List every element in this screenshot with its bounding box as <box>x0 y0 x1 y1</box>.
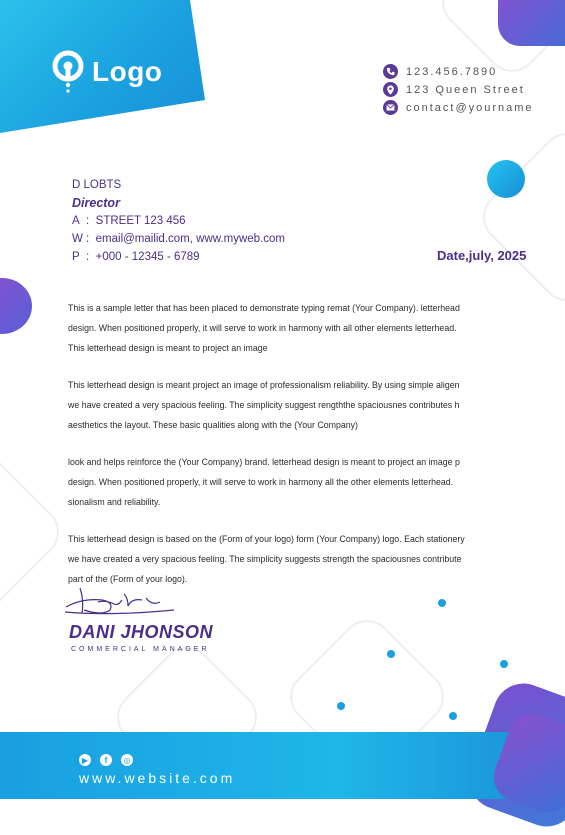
instagram-icon[interactable]: ◎ <box>121 754 133 766</box>
decor-dot <box>449 712 457 720</box>
decor-dot <box>337 702 345 710</box>
logo-text: Logo <box>92 56 163 87</box>
sender-block <box>72 176 285 266</box>
handwritten-signature <box>62 580 177 618</box>
body-line: design. When positioned properly, it will serve to work in harmony with all other elements letterhead. <box>68 323 457 333</box>
contact-phone-text: 123.456.7890 <box>406 65 498 78</box>
sender-web: email@mailid.com, www.myweb.com <box>95 233 285 245</box>
logo-pin-icon <box>50 50 86 94</box>
decor-outline-right <box>472 122 565 312</box>
sender-address-label: A <box>72 215 80 227</box>
letter-body <box>68 298 540 606</box>
youtube-icon[interactable]: ▶ <box>79 754 91 766</box>
contact-address-text: 123 Queen Street <box>406 83 525 96</box>
contact-email-text: contact@yourname <box>406 101 534 114</box>
sender-address-row: A : STREET 123 456 <box>72 215 186 227</box>
decor-dot <box>387 650 395 658</box>
sender-web-row: W : email@mailid.com, www.myweb.com <box>72 233 285 245</box>
body-paragraph-1 <box>68 298 540 358</box>
signature-title: COMMERCIAL MANAGER <box>71 646 210 653</box>
body-line: we have created a very spacious feeling. The simplicity suggest rengththe spaciousnes contributes h <box>68 400 460 410</box>
body-line: part of the (Form of your logo). <box>68 574 188 584</box>
contact-address <box>383 82 525 97</box>
sender-address: STREET 123 456 <box>95 215 186 227</box>
sender-phone-row: P : +000 - 12345 - 6789 <box>72 251 200 263</box>
body-line: This letterhead design is meant project an image of professionalism reliability. By using simple aligen <box>68 380 460 390</box>
body-line: design. When positioned properly, it will serve to work in harmony all the other elements letterhead. <box>68 477 454 487</box>
sender-name: D LOBTS <box>72 179 122 191</box>
contact-email <box>383 100 534 115</box>
body-line: This letterhead design is based on the (Form of your logo) form (Your Company) logo. Each stationery <box>68 534 465 544</box>
social-icons <box>79 754 133 766</box>
body-line: sionalism and reliability. <box>68 497 161 507</box>
facebook-icon[interactable]: f <box>100 754 112 766</box>
decor-circle-right <box>487 160 525 198</box>
logo <box>50 50 162 94</box>
mail-icon <box>383 100 398 115</box>
signature-name: DANI JHONSON <box>69 622 214 642</box>
sender-role: Director <box>72 196 120 210</box>
body-line: This letterhead design is meant to project an image <box>68 343 268 353</box>
sender-phone: +000 - 12345 - 6789 <box>95 251 200 263</box>
body-paragraph-2 <box>68 375 540 435</box>
decor-shape-top-right <box>498 0 565 46</box>
decor-dot <box>500 660 508 668</box>
contact-phone <box>383 64 497 79</box>
sender-phone-label: P <box>72 251 80 263</box>
body-line: This is a sample letter that has been placed to demonstrate typing remat (Your Company). letterhead <box>68 303 460 313</box>
letter-date: Date,july, 2025 <box>437 248 527 263</box>
location-pin-icon <box>383 82 398 97</box>
phone-icon <box>383 64 398 79</box>
footer-website[interactable]: www.website.com <box>79 770 236 786</box>
decor-dot <box>438 599 446 607</box>
body-line: we have created a very spacious feeling. The simplicity suggests strength the spaciousnes contribute <box>68 554 462 564</box>
sender-web-label: W <box>72 233 83 245</box>
body-line: look and helps reinforce the (Your Company) brand. letterhead design is meant to project an image p <box>68 457 460 467</box>
body-paragraph-3 <box>68 452 540 512</box>
decor-outline-left <box>0 444 70 619</box>
body-line: aesthetics the layout. These basic qualities along with the (Your Company) <box>68 420 358 430</box>
decor-half-circle-left <box>0 278 32 334</box>
